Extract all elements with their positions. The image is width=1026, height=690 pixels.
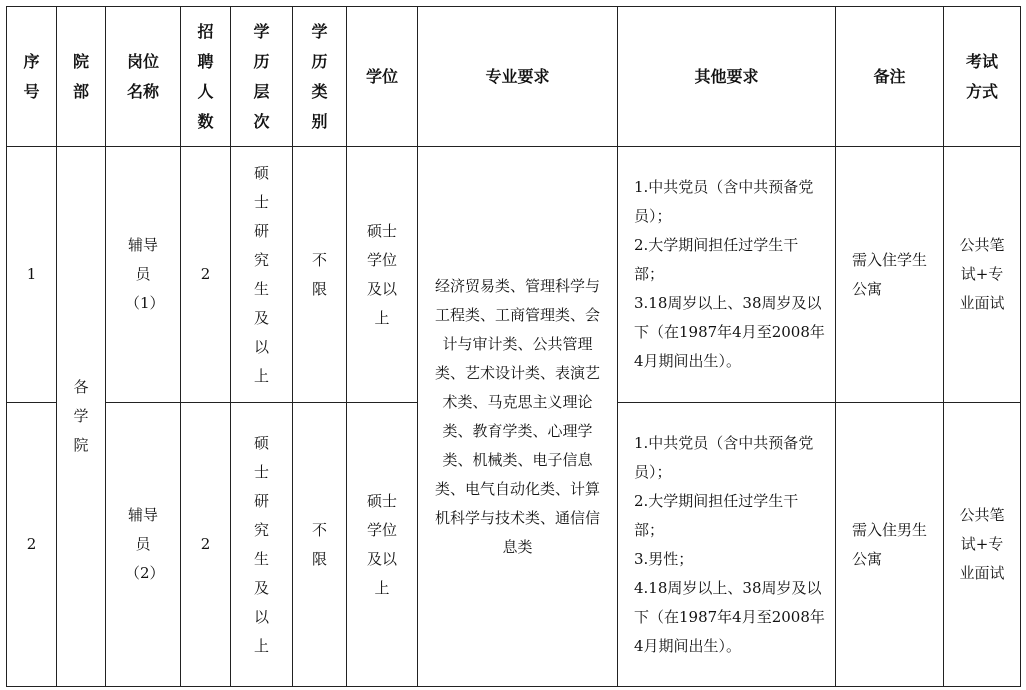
header-position: 岗位名称 bbox=[106, 7, 181, 147]
header-edu-type: 学历类别 bbox=[293, 7, 347, 147]
cell-seq: 2 bbox=[7, 403, 57, 687]
header-other: 其他要求 bbox=[618, 7, 836, 147]
other-req-item: 1.中共党员（含中共预备党员）； bbox=[634, 433, 814, 481]
header-seq: 序号 bbox=[7, 7, 57, 147]
header-exam: 考试方式 bbox=[944, 7, 1021, 147]
cell-edu-type: 不限 bbox=[293, 403, 347, 687]
cell-degree: 硕士学位及以上 bbox=[347, 403, 418, 687]
recruitment-table bbox=[6, 6, 1021, 687]
cell-exam: 公共笔试+专业面试 bbox=[944, 147, 1021, 403]
header-dept: 院部 bbox=[57, 7, 106, 147]
header-major: 专业要求 bbox=[418, 7, 618, 147]
cell-count: 2 bbox=[181, 403, 231, 687]
cell-other bbox=[618, 147, 836, 403]
cell-note: 需入住学生公寓 bbox=[836, 147, 944, 403]
header-note: 备注 bbox=[836, 7, 944, 147]
other-req-item: 1.中共党员（含中共预备党员）； bbox=[634, 178, 814, 225]
other-req-item: 2.大学期间担任过学生干部； bbox=[634, 236, 799, 283]
cell-edu-type: 不限 bbox=[293, 147, 347, 403]
cell-count: 2 bbox=[181, 147, 231, 403]
other-req-item: 4.18周岁以上、38周岁及以下（在1987年4月至2008年4月期间出生）。 bbox=[634, 578, 825, 655]
cell-note: 需入住男生公寓 bbox=[836, 403, 944, 687]
cell-dept: 各学院 bbox=[57, 147, 106, 687]
cell-position: 辅导员（2） bbox=[106, 403, 181, 687]
header-degree: 学位 bbox=[347, 7, 418, 147]
table-row bbox=[7, 147, 1021, 403]
cell-degree: 硕士学位及以上 bbox=[347, 147, 418, 403]
cell-edu-level: 硕士研究生及以上 bbox=[231, 147, 293, 403]
cell-other bbox=[618, 403, 836, 687]
header-count: 招聘人数 bbox=[181, 7, 231, 147]
cell-major: 经济贸易类、管理科学与工程类、工商管理类、会计与审计类、公共管理类、艺术设计类、表演艺术类、马克思主义理论类、教育学类、心理学类、机械类、电子信息类、电气自动化类、计算机科学与技术类、通信信息类 bbox=[418, 147, 618, 687]
other-req-item: 3.18周岁以上、38周岁及以下（在1987年4月至2008年4月期间出生）。 bbox=[634, 294, 825, 370]
cell-exam: 公共笔试+专业面试 bbox=[944, 403, 1021, 687]
cell-edu-level: 硕士研究生及以上 bbox=[231, 403, 293, 687]
header-row bbox=[7, 7, 1021, 147]
cell-seq: 1 bbox=[7, 147, 57, 403]
other-req-item: 2.大学期间担任过学生干部； bbox=[634, 491, 799, 539]
header-edu-level: 学历层次 bbox=[231, 7, 293, 147]
cell-position: 辅导员（1） bbox=[106, 147, 181, 403]
other-req-item: 3.男性； bbox=[634, 549, 694, 568]
